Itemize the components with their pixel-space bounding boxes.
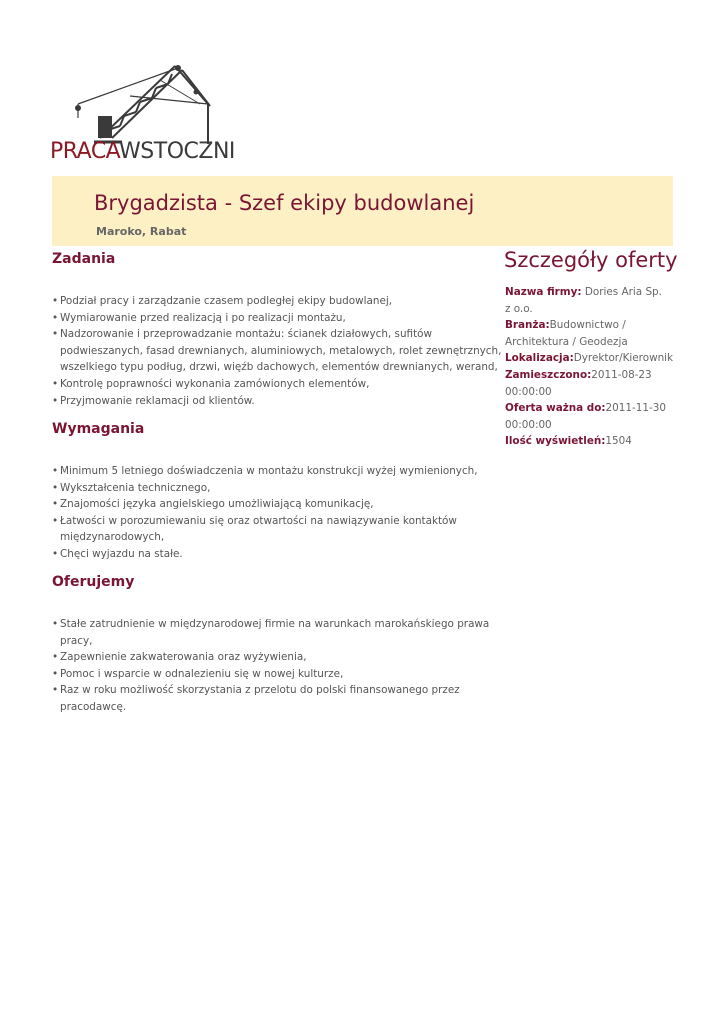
offer-details — [505, 284, 674, 450]
detail-location — [505, 350, 674, 367]
list-item: • Pomoc i wsparcie w odnalezieniu się w nowej kulturze, — [52, 666, 502, 683]
detail-value: Dories Aria Sp. z o.o. — [505, 286, 662, 315]
detail-label: Ilość wyświetleń: — [505, 435, 606, 448]
site-logo[interactable] — [50, 56, 250, 166]
detail-label: Nazwa firmy: — [505, 286, 582, 298]
detail-industry — [505, 317, 670, 350]
list-item: • Wykształcenia technicznego, — [52, 480, 502, 497]
detail-posted — [505, 367, 670, 400]
detail-views — [505, 433, 670, 450]
list-item: • Chęci wyjazdu na stałe. — [52, 546, 502, 563]
section-heading-wymagania: Wymagania — [52, 421, 145, 437]
list-item: • Przyjmowanie reklamacji od klientów. — [52, 393, 502, 410]
logo-text-part2: WSTOCZNI — [119, 139, 235, 164]
detail-value: 2011-11-30 00:00:00 — [505, 402, 666, 431]
detail-label: Branża: — [505, 319, 550, 332]
job-header-banner — [52, 176, 673, 246]
detail-value: 2011-08-23 00:00:00 — [505, 368, 652, 398]
detail-value: Budownictwo / Architektura / Geodezja — [505, 319, 628, 348]
logo-text-part1: PRACA — [50, 139, 120, 164]
zadania-list — [52, 293, 502, 409]
job-title: Brygadzista - Szef ekipy budowlanej — [94, 191, 475, 215]
detail-value: 1504 — [605, 435, 632, 448]
details-heading: Szczegóły oferty — [504, 248, 678, 272]
wymagania-list — [52, 463, 502, 563]
detail-label: Lokalizacja: — [505, 352, 574, 365]
list-item: • Nadzorowanie i przeprowadzanie montażu: ścianek działowych, sufitów podwieszanych, fasad drewnianych, aluminiowych, metalowych, rolet zewnętrznych, wszelkiego typu podług, drzwi, więźb dachowych, elementów drewnianych, werand, — [52, 326, 502, 376]
list-item: • Minimum 5 letniego doświadczenia w montażu konstrukcji wyżej wymienionych, — [52, 463, 502, 480]
logo-wordmark — [50, 139, 235, 164]
crane-icon — [60, 56, 220, 146]
list-item: • Wymiarowanie przed realizacją i po realizacji montażu, — [52, 310, 502, 327]
list-item: • Znajomości języka angielskiego umożliwiającą komunikację, — [52, 496, 502, 513]
list-item: • Podział pracy i zarządzanie czasem podległej ekipy budowlanej, — [52, 293, 502, 310]
list-item: • Łatwości w porozumiewaniu się oraz otwartości na nawiązywanie kontaktów międzynarodowych, — [52, 513, 502, 546]
section-heading-oferujemy: Oferujemy — [52, 574, 135, 590]
list-item: • Zapewnienie zakwaterowania oraz wyżywienia, — [52, 649, 502, 666]
list-item: • Raz w roku możliwość skorzystania z przelotu do polski finansowanego przez pracodawcę. — [52, 682, 502, 715]
detail-valid-until — [505, 400, 670, 433]
list-item: • Kontrolę poprawności wykonania zamówionych elementów, — [52, 376, 502, 393]
detail-company — [505, 284, 670, 317]
detail-label: Oferta ważna do: — [505, 402, 606, 415]
detail-label: Zamieszczono: — [505, 368, 592, 381]
list-item: • Stałe zatrudnienie w międzynarodowej firmie na warunkach marokańskiego prawa pracy, — [52, 616, 502, 649]
oferujemy-list — [52, 616, 502, 716]
section-heading-zadania: Zadania — [52, 251, 116, 267]
job-location: Maroko, Rabat — [96, 225, 187, 238]
detail-value: Dyrektor/Kierownik — [573, 352, 674, 365]
